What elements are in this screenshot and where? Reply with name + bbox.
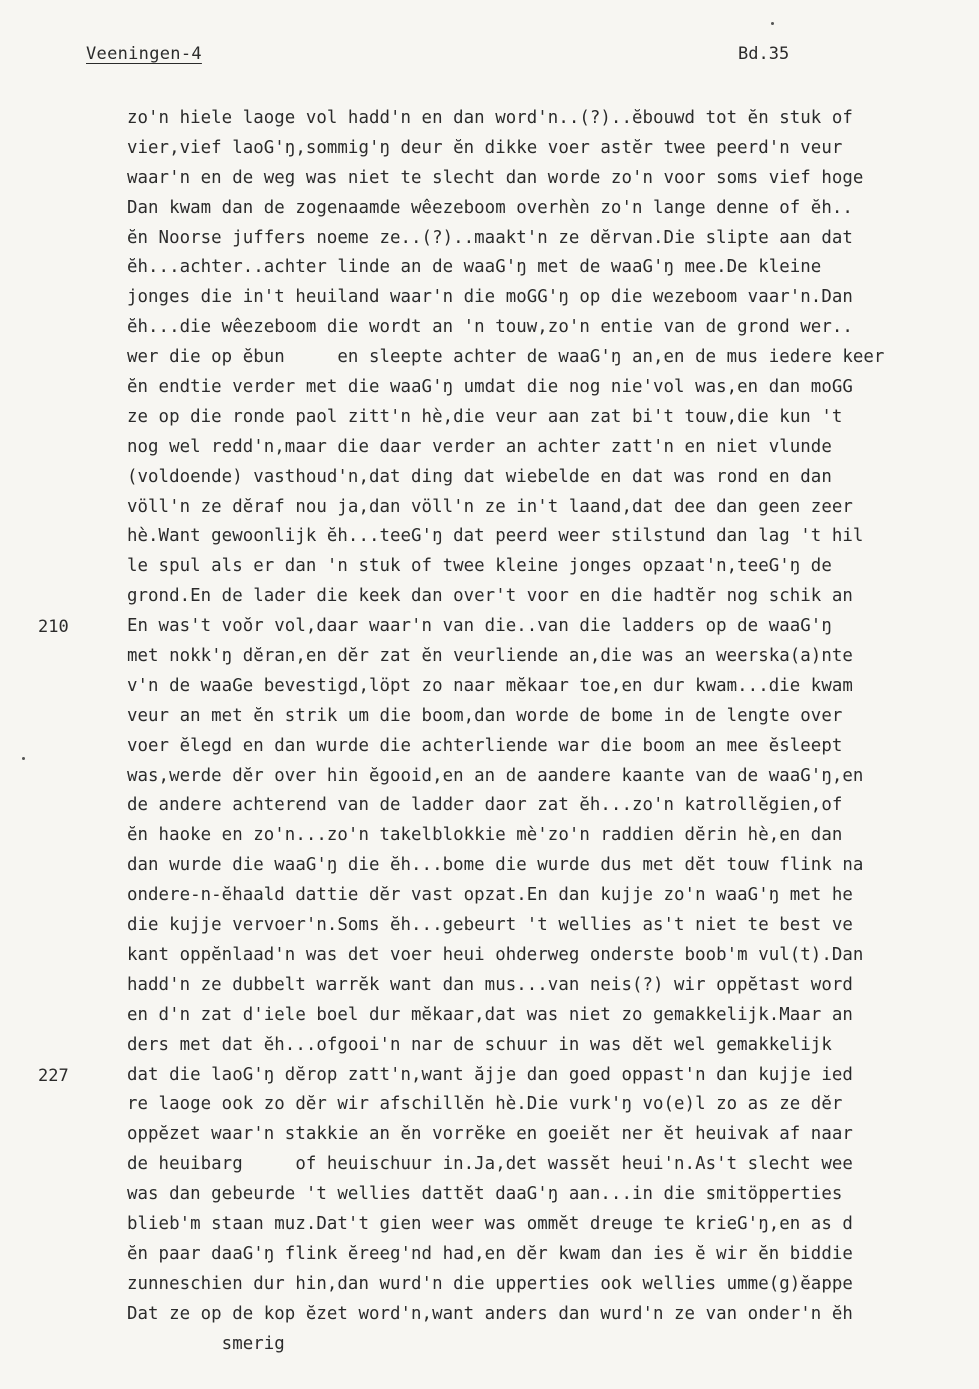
transcript-line: vier,vief laoG'ŋ,sommig'ŋ deur ĕn dikke voer astĕr twee peerd'n veur	[127, 137, 843, 158]
margin-mark	[771, 22, 774, 25]
transcript-line: jonges die in't heuiland waar'n die moGG'ŋ op die wezeboom vaar'n.Dan	[127, 287, 853, 308]
transcript-line: ondere-n-ĕhaald dattie dĕr vast opzat.En dan kujje zo'n waaG'ŋ met he	[127, 885, 853, 906]
transcript-line: ĕn endtie verder met die waaG'ŋ umdat die nog nie'vol was,en dan moGG	[127, 377, 853, 398]
transcript-line: dat die laoG'ŋ dĕrop zatt'n,want ăjje dan goed oppast'n dan kujje ied	[127, 1064, 853, 1085]
transcript-line: de heuibarg of heuischuur in.Ja,det wassĕt heui'n.As't slecht wee	[127, 1154, 853, 1175]
transcript-line: Dan kwam dan de zogenaamde wêezeboom overhèn zo'n lange denne of ĕh..	[127, 197, 853, 218]
transcript-line: de andere achterend van de ladder daor zat ĕh...zo'n katrollĕgien,of	[127, 795, 843, 816]
transcript-line: smerig	[127, 1333, 285, 1354]
transcript-line: wer die op ĕbun en sleepte achter de waaG'ŋ an,en de mus iedere keer	[127, 347, 885, 368]
transcript-line: veur an met ĕn strik um die boom,dan worde de bome in de lengte over	[127, 705, 843, 726]
transcript-line: nog wel redd'n,maar die daar verder an achter zatt'n en niet vlunde	[127, 436, 832, 457]
transcript-line: die kujje vervoer'n.Soms ĕh...gebeurt 't wellies as't niet te best ve	[127, 915, 853, 936]
margin-mark	[22, 757, 25, 760]
transcript-line: hadd'n ze dubbelt warrĕk want dan mus...van neis(?) wir oppĕtast word	[127, 974, 853, 995]
transcript-line: zunneschien dur hin,dan wurd'n die upperties ook wellies umme(g)ĕappe	[127, 1273, 853, 1294]
transcript-line: ĕn Noorse juffers noeme ze..(?)..maakt'n ze dĕrvan.Die slipte aan dat	[127, 227, 853, 248]
transcript-line: en d'n zat d'iele boel dur mĕkaar,dat was niet zo gemakkelijk.Maar an	[127, 1004, 853, 1025]
transcript-line: oppĕzet waar'n stakkie an ĕn vorrĕke en goeiĕt ner ĕt heuivak af naar	[127, 1124, 853, 1145]
transcript-line: le spul als er dan 'n stuk of twee kleine jonges opzaat'n,teeG'ŋ de	[127, 556, 832, 577]
transcript-line: hè.Want gewoonlijk ĕh...teeG'ŋ dat peerd weer stilstund dan lag 't hil	[127, 526, 864, 547]
transcript-line: was,werde dĕr over hin ĕgooid,en an de aandere kaante van de waaG'ŋ,en	[127, 765, 864, 786]
transcript-body	[127, 104, 979, 1359]
transcript-line: met nokk'ŋ dĕran,en dĕr zat ĕn veurliende an,die was an weerska(a)nte	[127, 646, 853, 667]
transcript-line: zo'n hiele laoge vol hadd'n en dan word'n..(?)..ĕbouwd tot ĕn stuk of	[127, 108, 853, 128]
transcript-line: En was't voŏr vol,daar waar'n van die..van die ladders op de waaG'ŋ	[127, 616, 832, 637]
transcript-line: ĕh...achter..achter linde an de waaG'ŋ met de waaG'ŋ mee.De kleine	[127, 257, 822, 278]
transcript-line: re laoge ook zo dĕr wir afschillĕn hè.Die vurk'ŋ vo(e)l zo as ze dĕr	[127, 1094, 843, 1115]
header-title: Veeningen-4	[86, 44, 202, 64]
transcript-line: kant oppĕnlaad'n was det voer heui ohderweg onderste boob'm vul(t).Dan	[127, 944, 864, 965]
transcript-line: Dat ze op de kop ĕzet word'n,want anders dan wurd'n ze van onder'n ĕh	[127, 1303, 853, 1324]
margin-line-number: 227	[38, 1065, 69, 1086]
transcript-line: ze op die ronde paol zitt'n hè,die veur aan zat bi't touw,die kun 't	[127, 406, 843, 427]
transcript-line: ĕn haoke en zo'n...zo'n takelblokkie mè'zo'n raddien dĕrin hè,en dan	[127, 825, 843, 846]
margin-line-number: 210	[38, 617, 69, 638]
transcript-line: ĕh...die wêezeboom die wordt an 'n touw,zo'n entie van de grond wer..	[127, 317, 853, 338]
transcript-line: waar'n en de weg was niet te slecht dan worde zo'n voor soms vief hoge	[127, 167, 864, 188]
transcript-line: was dan gebeurde 't wellies dattĕt daaG'ŋ aan...in die smitöpperties	[127, 1184, 843, 1205]
transcript-line: ders met dat ĕh...ofgooi'n nar de schuur in was dĕt wel gemakkelijk	[127, 1034, 832, 1055]
transcript-line: blieb'm staan muz.Dat't gien weer was ommĕt dreuge te krieG'ŋ,en as d	[127, 1213, 853, 1234]
page-number: Bd.35	[738, 44, 790, 64]
transcript-line: voer ĕlegd en dan wurde die achterliende war die boom an mee ĕsleept	[127, 735, 843, 756]
transcript-line: v'n de waaGe bevestigd,löpt zo naar mĕkaar toe,en dur kwam...die kwam	[127, 675, 853, 696]
transcript-line: ĕn paar daaG'ŋ flink ĕreeg'nd had,en dĕr kwam dan ies ĕ wir ĕn biddie	[127, 1243, 853, 1264]
transcript-line: völl'n ze dĕraf nou ja,dan völl'n ze in't laand,dat dee dan geen zeer	[127, 496, 853, 517]
transcript-line: (voldoende) vasthoud'n,dat ding dat wiebelde en dat was rond en dan	[127, 466, 832, 487]
transcript-line: grond.En de lader die keek dan over't voor en die hadtĕr nog schik an	[127, 586, 853, 607]
transcript-line: dan wurde die waaG'ŋ die ĕh...bome die wurde dus met dĕt touw flink na	[127, 855, 864, 876]
